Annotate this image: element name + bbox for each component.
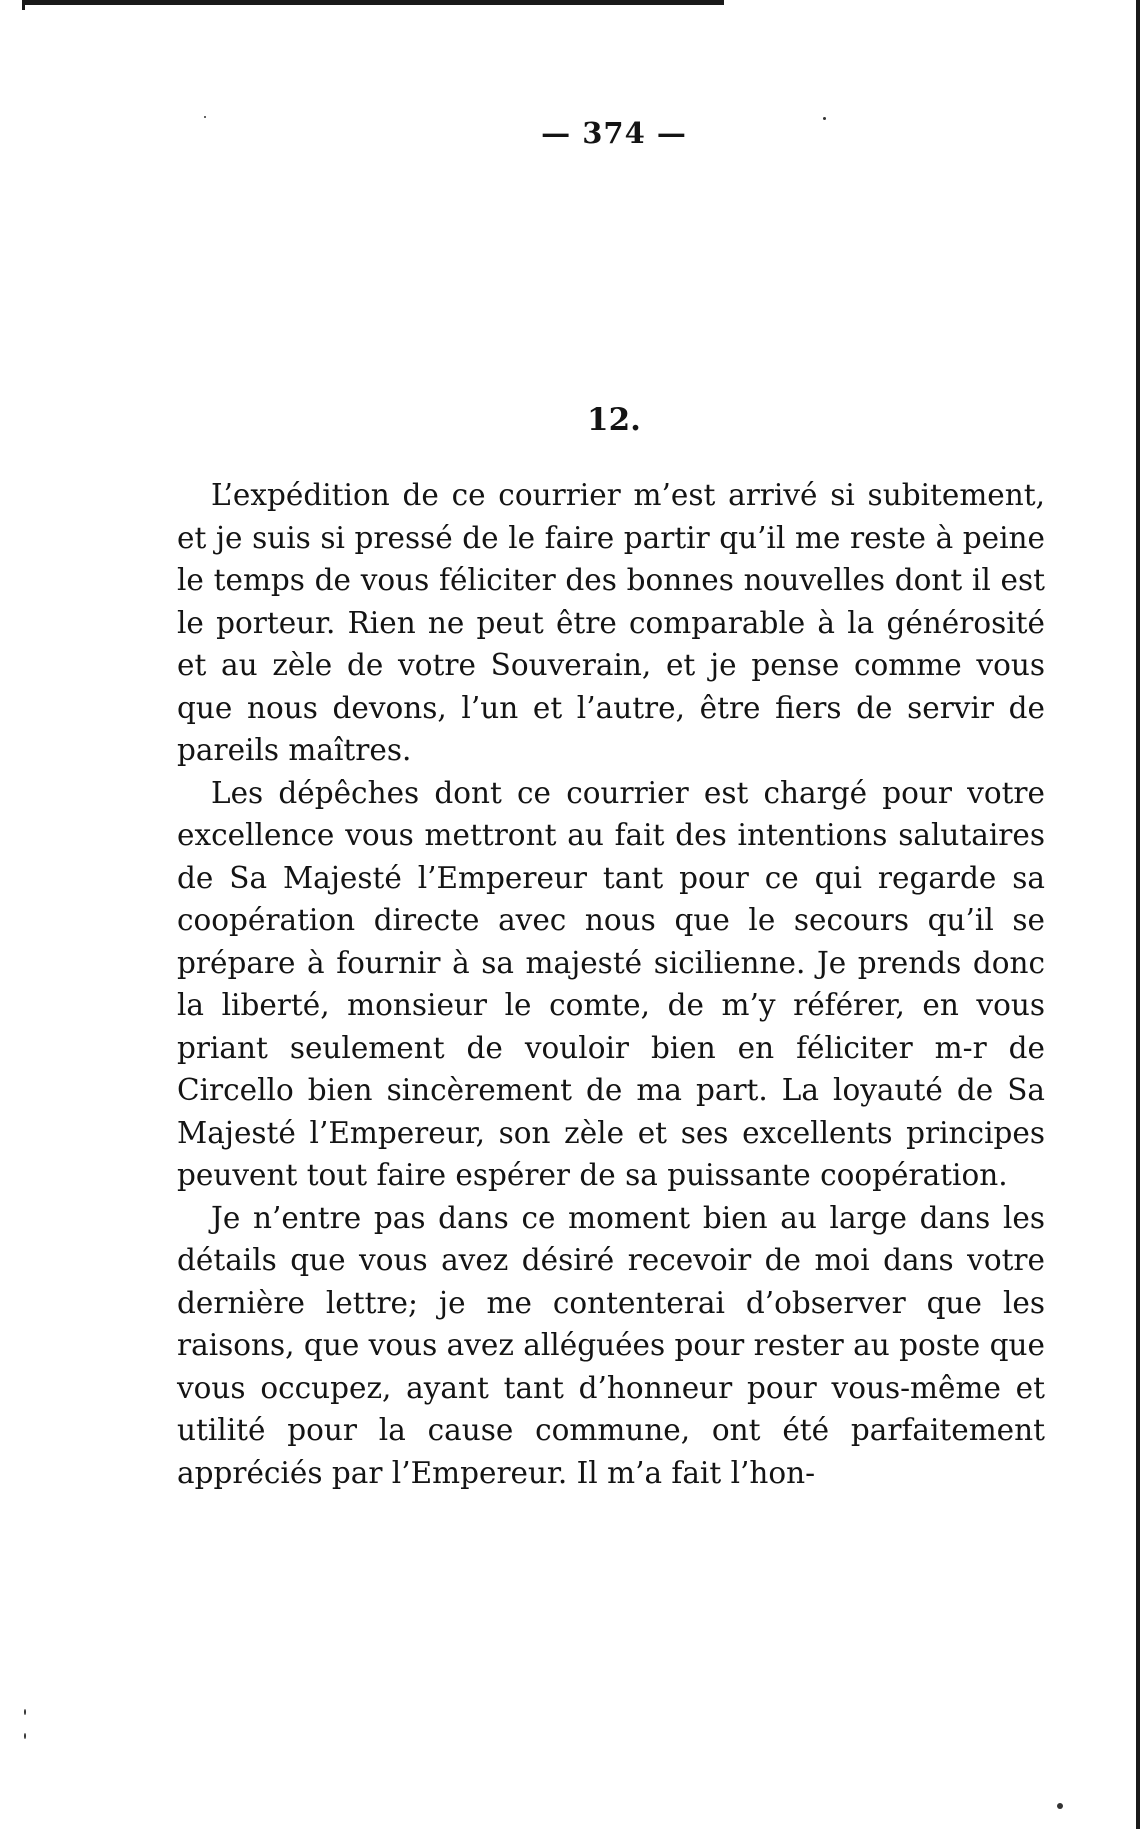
left-border-mark (22, 0, 25, 10)
ink-speck (24, 1733, 26, 1739)
section-number: 12. (587, 402, 641, 438)
top-border-line (24, 0, 724, 5)
page-number: — 374 — (541, 116, 687, 150)
paragraph-3: Je n’entre pas dans ce moment bien au large dans les détails que vous avez désiré recevoir de moi dans votre dernière lettre; je me contenterai d’observer que les raisons, que vous avez alléguées pour rester au poste que vous occupez, ayant tant d’honneur pour vous-même et utilité pour la cause commune, ont été parfaitement appréciés par l’Empereur. Il m’a fait l’hon- (177, 1200, 1045, 1490)
ink-speck (24, 1709, 26, 1715)
ink-speck (204, 116, 206, 118)
body-text (177, 474, 1045, 1494)
right-page-edge (1136, 0, 1140, 1829)
paragraph-1: L’expédition de ce courrier m’est arrivé si subitement, et je suis si pressé de le faire partir qu’il me reste à peine le temps de vous féliciter des bonnes nouvelles dont il est le porteur. Rien ne peut être comparable à la générosité et au zèle de votre Souverain, et je pense comme vous que nous devons, l’un et l’autre, être fiers de servir de pareils maîtres. (177, 478, 1045, 767)
ink-speck (823, 117, 826, 120)
ink-speck (1057, 1803, 1063, 1809)
paragraph-2: Les dépêches dont ce courrier est chargé pour votre excellence vous mettront au fait des intentions salutaires de Sa Majesté l’Empereur tant pour ce qui regarde sa coopération directe avec nous que le secours qu’il se prépare à fournir à sa majesté sicilienne. Je prends donc la liberté, monsieur le comte, de m’y référer, en vous priant seulement de vouloir bien en féliciter m-r de Circello bien sincèrement de ma part. La loyauté de Sa Majesté l’Empereur, son zèle et ses excellents principes peuvent tout faire espérer de sa puissante coopération. (177, 775, 1045, 1192)
